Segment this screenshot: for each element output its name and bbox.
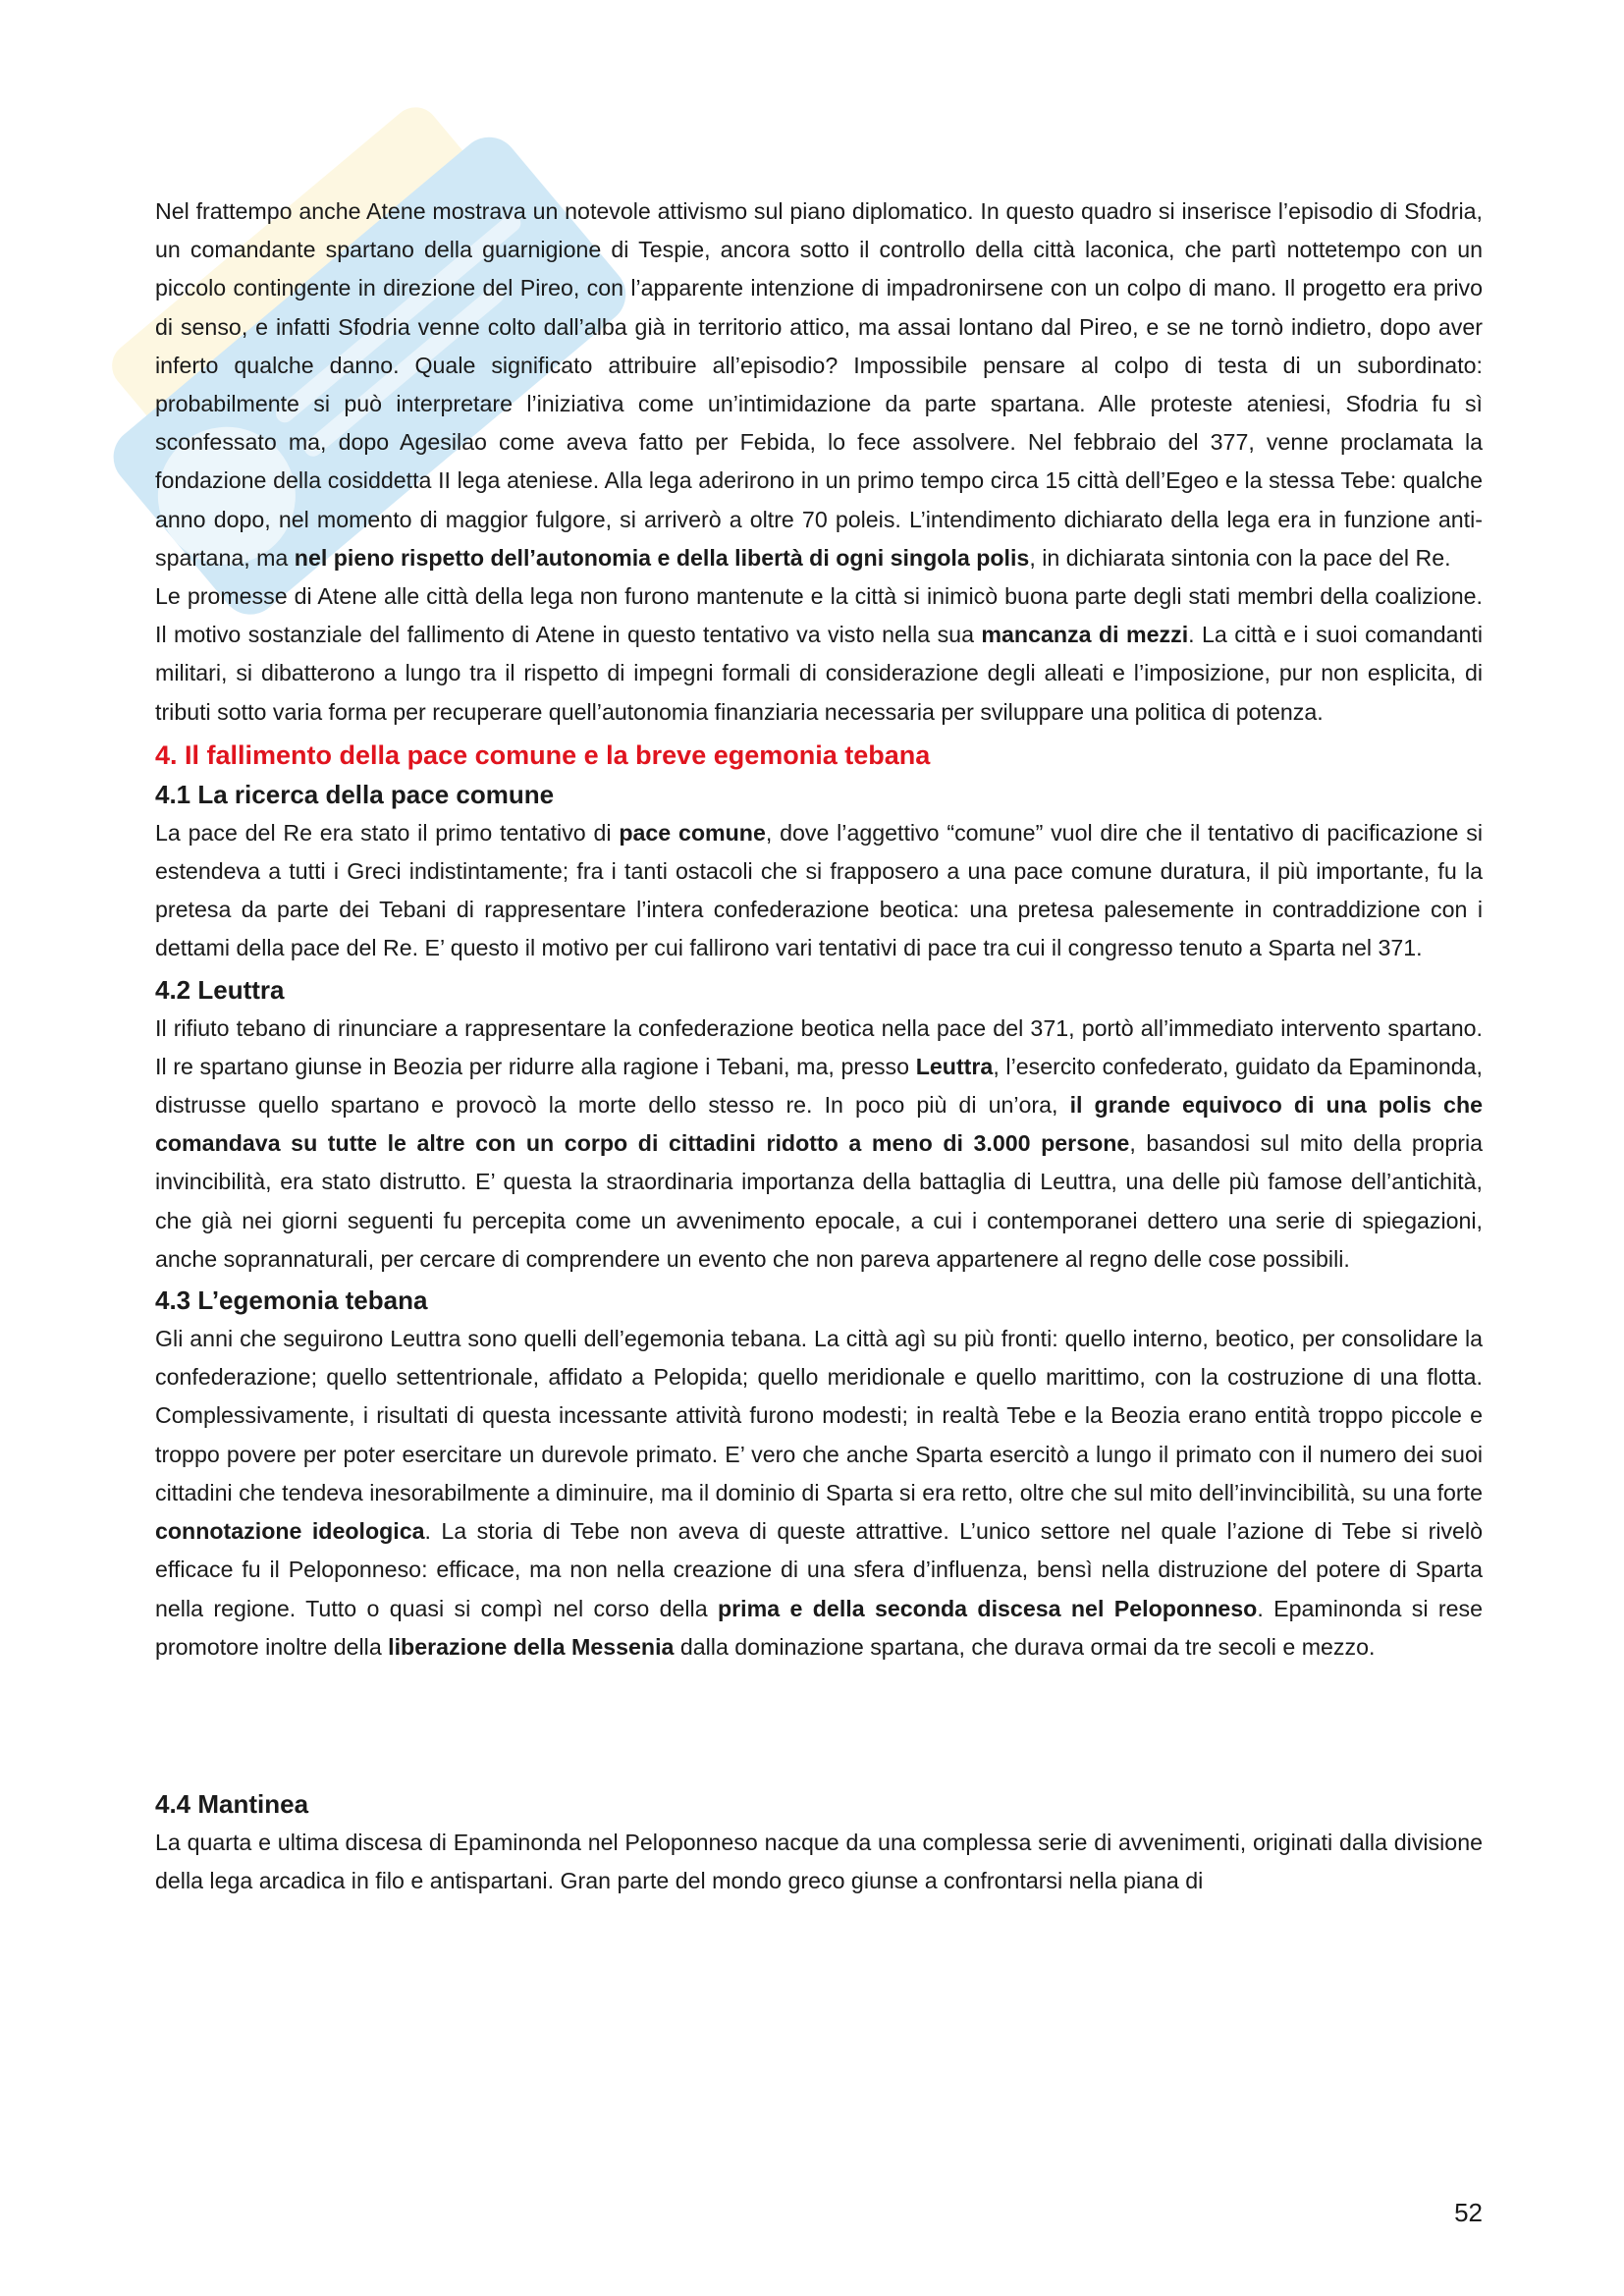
subsection-heading: 4.3 L’egemonia tebana <box>155 1285 428 1316</box>
page-number: 52 <box>1454 2198 1483 2227</box>
subsection-heading: 4.4 Mantinea <box>155 1788 309 1819</box>
text-run: La pace del Re era stato il primo tentativo di <box>155 819 620 846</box>
paragraph <box>155 1320 1483 1667</box>
blank-space <box>155 1667 1483 1782</box>
text-run: , l’esercito confederato, guidato da Epaminonda, distrusse quello spartano e provocò la morte dello stesso re. In poco più di un’ora, <box>155 1053 1483 1119</box>
paragraph <box>155 1010 1483 1279</box>
document-body <box>155 192 1483 1900</box>
text-run: Gli anni che seguirono Leuttra sono quelli dell’egemonia tebana. La città agì su più fronti: quello interno, beotico, per consolidare la confederazione; quello settentrionale, affidato a Pelopida; quello meridionale e quello marittimo, con la costruzione di una flotta. Complessivamente, i risultati di questa incessante attività furono modesti; in realtà Tebe e la Beozia erano entità troppo piccole e troppo povere per poter esercitare un durevole primato. E’ vero che anche Sparta esercitò a lungo il primato con il numero dei suoi cittadini che tendeva inesorabilmente a diminuire, ma il dominio di Sparta si era retto, oltre che sul mito dell’invincibilità, su una forte <box>155 1326 1483 1505</box>
bold-text: pace comune <box>619 819 766 846</box>
bold-text: mancanza di mezzi <box>981 622 1189 648</box>
text-run: Nel frattempo anche Atene mostrava un notevole attivismo sul piano diplomatico. In questo quadro si inserisce l’episodio di Sfodria, un comandante spartano della guarnigione di Tespie, ancora sotto il controllo della città laconica, che partì nottetempo con un piccolo contingente in direzione del Pireo, con l’apparente intenzione di impadronirsene con un colpo di mano. Il progetto era privo di senso, e infatti Sfodria venne colto dall’alba già in territorio attico, ma assai lontano dal Pireo, e se ne tornò indietro, dopo aver inferto qualche danno. Quale significato attribuire all’episodio? Impossibile pensare al colpo di testa di un subordinato: probabilmente si può interpretare l’iniziativa come un’intimidazione da parte spartana. Alle proteste ateniesi, Sfodria fu sì sconfessato ma, dopo Agesilao come aveva fatto per Febida, lo fece assolvere. Nel febbraio del 377, venne proclamata la fondazione della cosiddetta II lega ateniese. Alla lega aderirono in un primo tempo circa 15 città dell’Egeo e la stessa Tebe: qualche anno dopo, nel momento di maggior fulgore, si arriverò a oltre 70 poleis. L’intendimento dichiarato della lega era in funzione anti-spartana, ma <box>155 198 1483 571</box>
bold-text: prima e della seconda discesa nel Peloponneso <box>717 1595 1258 1621</box>
paragraph <box>155 192 1483 577</box>
bold-text: Leuttra <box>915 1053 994 1079</box>
text-run: , basandosi sul mito della propria invincibilità, era stato distrutto. E’ questa la straordinaria importanza della battaglia di Leuttra, una delle più famose dell’antichità, che già nei giorni seguenti fu percepita come un avvenimento epocale, a cui i contemporanei dettero una serie di spiegazioni, anche soprannaturali, per cercare di comprendere un evento che non pareva appartenere al regno delle cose possibili. <box>155 1130 1483 1272</box>
section-heading: 4. Il fallimento della pace comune e la breve egemonia tebana <box>155 739 931 770</box>
bold-text: nel pieno rispetto dell’autonomia e della libertà di ogni singola polis <box>294 544 1030 571</box>
bold-text: connotazione ideologica <box>155 1518 425 1545</box>
paragraph <box>155 577 1483 732</box>
subsection-heading: 4.1 La ricerca della pace comune <box>155 779 555 809</box>
bold-text: il grande equivoco di una polis che comandava su tutte le altre con un corpo di cittadini ridotto a meno di 3.000 persone <box>155 1092 1483 1157</box>
bold-text: liberazione della Messenia <box>388 1633 675 1660</box>
text-run: . La storia di Tebe non aveva di queste attrattive. L’unico settore nel quale l’azione di Tebe si rivelò efficace fu il Peloponneso: efficace, ma non nella creazione di una sfera d’influenza, bensì nella distruzione del potere di Sparta nella regione. Tutto o quasi si compì nel corso della <box>155 1518 1484 1621</box>
text-run: Il rifiuto tebano di rinunciare a rappresentare la confederazione beotica nella pace del 371, portò all’immediato intervento spartano. Il re spartano giunse in Beozia per ridurre alla ragione i Tebani, ma, presso <box>155 1014 1483 1079</box>
text-run: . Epaminonda si rese promotore inoltre della <box>155 1595 1483 1660</box>
text-run: , in dichiarata sintonia con la pace del Re. <box>1029 544 1451 571</box>
text-run: . La città e i suoi comandanti militari, si dibatterono a lungo tra il rispetto di impegni formali di considerazione degli alleati e l’imposizione, pur non esplicita, di tributi sotto varia forma per recuperare quell’autonomia finanziaria necessaria per sviluppare una politica di potenza. <box>155 622 1483 725</box>
subsection-heading: 4.2 Leuttra <box>155 974 285 1005</box>
text-run: dalla dominazione spartana, che durava ormai da tre secoli e mezzo. <box>674 1633 1376 1660</box>
text-run: Le promesse di Atene alle città della lega non furono mantenute e la città si inimicò buona parte degli stati membri della coalizione. Il motivo sostanziale del fallimento di Atene in questo tentativo va visto nella sua <box>155 583 1483 648</box>
paragraph <box>155 1824 1483 1900</box>
text-run: , dove l’aggettivo “comune” vuol dire che il tentativo di pacificazione si estendeva a tutti i Greci indistintamente; fra i tanti ostacoli che si frapposero a una pace comune duratura, il più importante, fu la pretesa da parte dei Tebani di rappresentare l’intera confederazione beotica: una pretesa palesemente in contraddizione con i dettami della pace del Re. E’ questo il motivo per cui fallirono vari tentativi di pace tra cui il congresso tenuto a Sparta nel 371. <box>155 819 1483 961</box>
paragraph <box>155 814 1483 968</box>
text-run: La quarta e ultima discesa di Epaminonda nel Peloponneso nacque da una complessa serie di avvenimenti, originati dalla divisione della lega arcadica in filo e antispartani. Gran parte del mondo greco giunse a confrontarsi nella piana di <box>155 1829 1483 1894</box>
